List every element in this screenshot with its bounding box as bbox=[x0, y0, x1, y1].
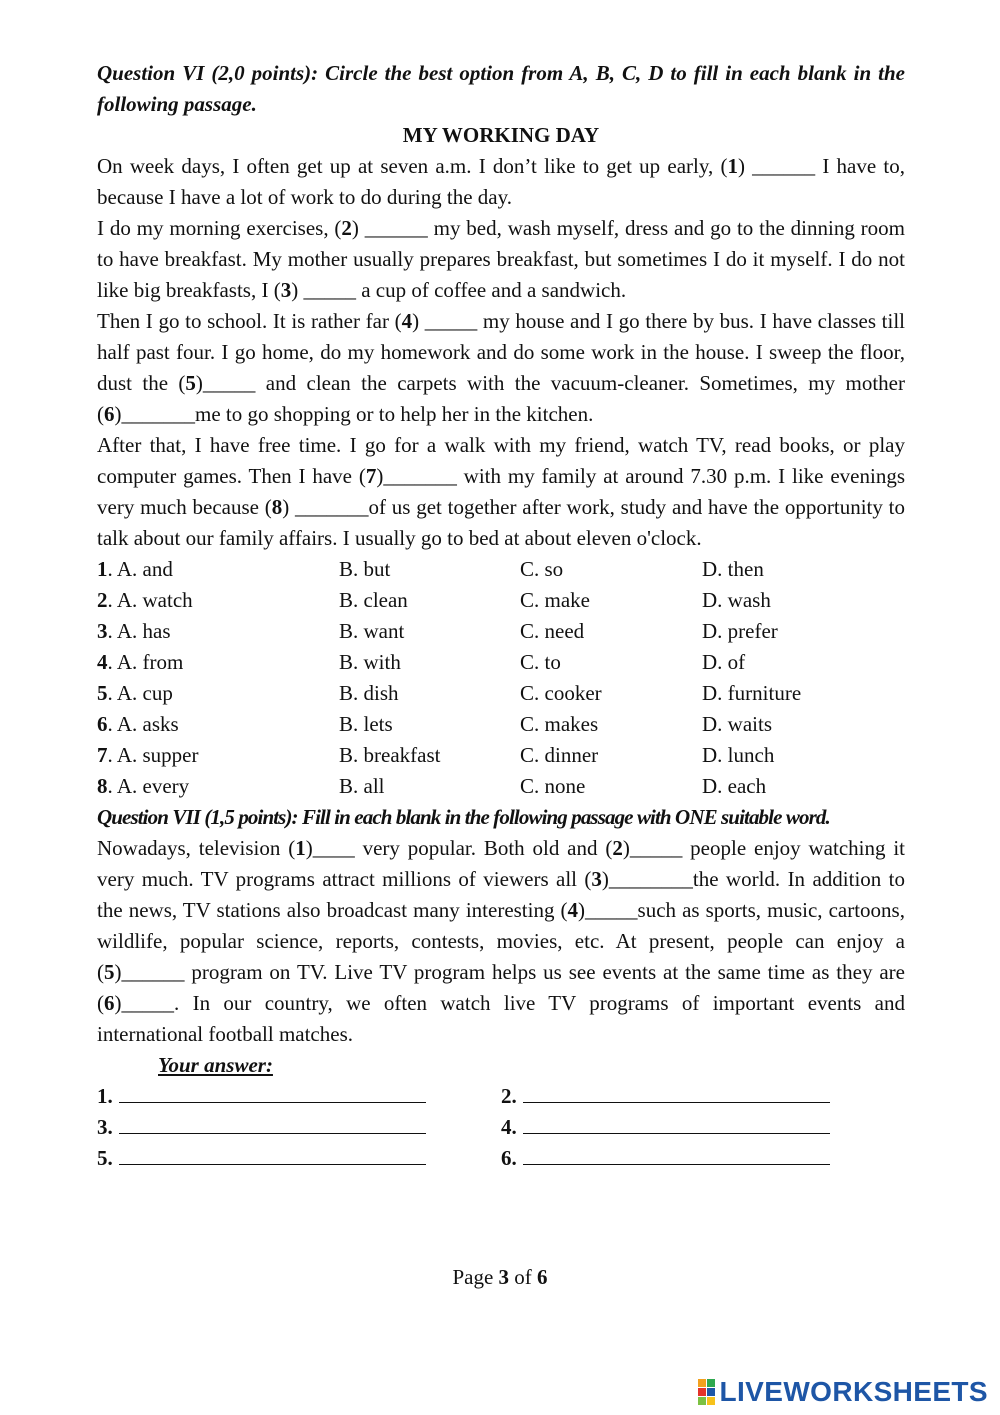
option-c: C. cooker bbox=[520, 681, 602, 705]
option-number: 3 bbox=[97, 619, 108, 643]
option-number: 6 bbox=[97, 712, 108, 736]
option-number: 8 bbox=[97, 774, 108, 798]
passage-text: )_______me to go shopping or to help her in the kitchen. bbox=[114, 402, 594, 426]
option-number: 4 bbox=[97, 650, 108, 674]
option-a bbox=[97, 647, 339, 678]
passage-blank-number: 5 bbox=[185, 371, 196, 395]
passage-text: I do my morning exercises, ( bbox=[97, 216, 342, 240]
footer-middle: of bbox=[509, 1265, 538, 1289]
option-a bbox=[97, 740, 339, 771]
option-d: D. lunch bbox=[702, 743, 775, 767]
passage-title: MY WORKING DAY bbox=[402, 123, 600, 147]
worksheet-page bbox=[97, 58, 905, 1174]
option-row bbox=[97, 740, 905, 771]
logo-square bbox=[707, 1379, 715, 1387]
q7-text: )______ program on TV. Live TV program helps us see events at the same time as they are ( bbox=[97, 960, 905, 1015]
option-d: D. of bbox=[702, 650, 746, 674]
answer-blank-line[interactable] bbox=[119, 1144, 426, 1165]
option-c: C. need bbox=[520, 619, 585, 643]
q7-text: Nowadays, television ( bbox=[97, 836, 296, 860]
option-d: D. wash bbox=[702, 588, 771, 612]
passage-text: ) _____ a cup of coffee and a sandwich. bbox=[291, 278, 627, 302]
q7-blank-number: 2 bbox=[612, 836, 623, 860]
option-a bbox=[97, 616, 339, 647]
page-footer bbox=[0, 1265, 1000, 1290]
answer-number: 5. bbox=[97, 1146, 113, 1170]
q7-text: )________the world. In addition to the news, TV stations also broadcast many interesting ( bbox=[97, 867, 906, 922]
passage-paragraph bbox=[97, 151, 905, 213]
answer-cell bbox=[501, 1143, 905, 1174]
option-row bbox=[97, 771, 905, 802]
option-d: D. prefer bbox=[702, 619, 778, 643]
option-row bbox=[97, 585, 905, 616]
option-c: C. so bbox=[520, 557, 564, 581]
q7-blank-number: 3 bbox=[591, 867, 602, 891]
answer-cell bbox=[97, 1081, 501, 1112]
answer-row bbox=[97, 1081, 905, 1112]
question-6-options bbox=[97, 554, 905, 802]
option-c: C. make bbox=[520, 588, 590, 612]
logo-text: LIVEWORKSHEETS bbox=[719, 1376, 988, 1407]
answer-row bbox=[97, 1112, 905, 1143]
option-row bbox=[97, 554, 905, 585]
option-b: B. all bbox=[339, 774, 385, 798]
answer-number: 3. bbox=[97, 1115, 113, 1139]
passage-paragraph bbox=[97, 213, 905, 306]
logo-square bbox=[698, 1379, 706, 1387]
q7-blank-number: 5 bbox=[104, 960, 115, 984]
footer-prefix: Page bbox=[452, 1265, 499, 1289]
option-a bbox=[97, 771, 339, 802]
answer-cell bbox=[501, 1081, 905, 1112]
answer-blank-line[interactable] bbox=[119, 1082, 426, 1103]
option-row bbox=[97, 616, 905, 647]
passage-blank-number: 2 bbox=[341, 216, 352, 240]
passage-blank-number: 1 bbox=[727, 154, 738, 178]
option-a-text: . A. has bbox=[107, 619, 171, 643]
option-b: B. breakfast bbox=[339, 743, 441, 767]
answer-cell bbox=[97, 1112, 501, 1143]
liveworksheets-logo bbox=[698, 1376, 988, 1408]
answer-number: 2. bbox=[501, 1084, 517, 1108]
passage-text: Then I go to school. It is rather far ( bbox=[97, 309, 402, 333]
option-number: 2 bbox=[97, 588, 108, 612]
option-number: 7 bbox=[97, 743, 108, 767]
passage-text: )_______ with my family at around 7.30 p.m. I like evenings very much because ( bbox=[97, 464, 905, 519]
option-row bbox=[97, 678, 905, 709]
passage-blank-number: 4 bbox=[401, 309, 413, 333]
answer-area bbox=[97, 1081, 905, 1174]
passage-text: ) _____ my house and I go there by bus. I have classes till half past four. I go home, do my homework and do some work in the house. I sweep the floor, dust the ( bbox=[97, 309, 905, 395]
answer-number: 6. bbox=[501, 1146, 517, 1170]
option-row bbox=[97, 647, 905, 678]
answer-blank-line[interactable] bbox=[523, 1113, 830, 1134]
passage-text: On week days, I often get up at seven a.m. I don’t like to get up early, ( bbox=[97, 154, 728, 178]
answer-blank-line[interactable] bbox=[523, 1082, 830, 1103]
footer-current-page: 3 bbox=[498, 1265, 510, 1289]
option-b: B. with bbox=[339, 650, 401, 674]
q7-blank-number: 4 bbox=[567, 898, 579, 922]
option-b: B. lets bbox=[339, 712, 393, 736]
question-7-heading: Question VII (1,5 points): Fill in each blank in the following passage with ONE suitable word. bbox=[97, 805, 830, 829]
option-a-text: . A. every bbox=[107, 774, 190, 798]
footer-total-pages: 6 bbox=[537, 1265, 548, 1289]
q7-blank-number: 1 bbox=[295, 836, 306, 860]
option-b: B. but bbox=[339, 557, 391, 581]
option-a bbox=[97, 709, 339, 740]
q7-text: )_____such as sports, music, cartoons, wildlife, popular science, reports, contests, movies, etc. At present, people can enjoy a ( bbox=[97, 898, 905, 984]
logo-icon bbox=[698, 1379, 715, 1405]
option-number: 1 bbox=[97, 557, 108, 581]
option-a-text: . A. and bbox=[107, 557, 173, 581]
question-6-passage bbox=[97, 151, 905, 554]
option-a bbox=[97, 585, 339, 616]
option-c: C. to bbox=[520, 650, 561, 674]
option-a-text: . A. watch bbox=[107, 588, 193, 612]
passage-blank-number: 7 bbox=[365, 464, 377, 488]
answer-number: 1. bbox=[97, 1084, 113, 1108]
answer-blank-line[interactable] bbox=[523, 1144, 830, 1165]
passage-text: )_____ and clean the carpets with the vacuum-cleaner. Sometimes, my mother ( bbox=[97, 371, 905, 426]
passage-text: ) _______of us get together after work, study and have the opportunity to talk about our family affairs. I usually go to bed at about eleven o'clock. bbox=[97, 495, 905, 550]
logo-square bbox=[707, 1388, 715, 1396]
logo-square bbox=[698, 1397, 706, 1405]
answer-row bbox=[97, 1143, 905, 1174]
logo-square bbox=[698, 1388, 706, 1396]
option-c: C. makes bbox=[520, 712, 599, 736]
option-d: D. waits bbox=[702, 712, 772, 736]
option-a bbox=[97, 678, 339, 709]
option-a-text: . A. from bbox=[107, 650, 184, 674]
option-row bbox=[97, 709, 905, 740]
option-number: 5 bbox=[97, 681, 108, 705]
logo-square bbox=[707, 1397, 715, 1405]
answer-cell bbox=[501, 1112, 905, 1143]
question-6-heading: Question VI (2,0 points): Circle the best option from A, B, C, D to fill in each blank in the following passage. bbox=[97, 61, 905, 116]
option-d: D. furniture bbox=[702, 681, 802, 705]
passage-blank-number: 6 bbox=[104, 402, 115, 426]
answer-label: Your answer: bbox=[158, 1053, 273, 1077]
option-d: D. each bbox=[702, 774, 767, 798]
option-c: C. dinner bbox=[520, 743, 599, 767]
passage-blank-number: 8 bbox=[271, 495, 283, 519]
option-a-text: . A. asks bbox=[107, 712, 179, 736]
passage-text: ) ______ my bed, wash myself, dress and go to the dinning room to have breakfast. My mother usually prepares breakfast, but sometimes I do it myself. I do not like big breakfasts, I ( bbox=[97, 216, 905, 302]
q7-blank-number: 6 bbox=[104, 991, 115, 1015]
q7-text: )_____ people enjoy watching it very much. TV programs attract millions of viewers all ( bbox=[97, 836, 905, 891]
passage-text: ) ______ I have to, because I have a lot of work to do during the day. bbox=[97, 154, 905, 209]
option-a-text: . A. supper bbox=[107, 743, 199, 767]
option-d: D. then bbox=[702, 557, 764, 581]
option-b: B. clean bbox=[339, 588, 408, 612]
passage-text: After that, I have free time. I go for a walk with my friend, watch TV, read books, or play computer games. Then I have ( bbox=[97, 433, 905, 488]
passage-paragraph bbox=[97, 306, 905, 430]
option-b: B. dish bbox=[339, 681, 399, 705]
option-b: B. want bbox=[339, 619, 405, 643]
q7-text: )____ very popular. Both old and ( bbox=[305, 836, 613, 860]
option-a bbox=[97, 554, 339, 585]
answer-cell bbox=[97, 1143, 501, 1174]
option-c: C. none bbox=[520, 774, 586, 798]
passage-paragraph bbox=[97, 430, 905, 554]
q7-text: )_____. In our country, we often watch live TV programs of important events and international football matches. bbox=[97, 991, 905, 1046]
option-a-text: . A. cup bbox=[107, 681, 173, 705]
passage-blank-number: 3 bbox=[280, 278, 292, 302]
answer-number: 4. bbox=[501, 1115, 517, 1139]
answer-blank-line[interactable] bbox=[119, 1113, 426, 1134]
question-7-passage bbox=[97, 833, 905, 1050]
